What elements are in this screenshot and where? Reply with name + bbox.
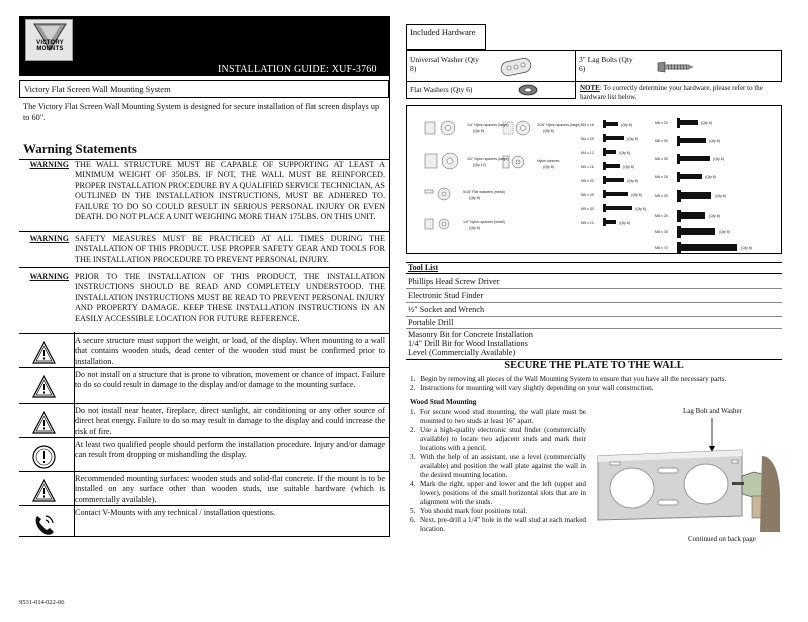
- screw-qty: (Qty 8): [709, 214, 720, 218]
- tool-list-header: [406, 262, 782, 274]
- caution-note-row: [19, 404, 389, 438]
- tool-list-heading: Tool List: [408, 263, 439, 272]
- spacer-qty: (Qty 12): [473, 163, 486, 167]
- wood-step: [410, 426, 586, 453]
- wood-step: [410, 480, 586, 507]
- hardware-parts-diagram: [406, 105, 782, 254]
- screw-size: M5 x 25: [581, 193, 594, 197]
- screw-size: M4 x 16: [581, 123, 594, 127]
- screw-qty: (Qty 8): [635, 207, 646, 211]
- step-text: Mark the right, upper and lower and the left (upper and lower), positions of the small horizontal slots that are in alignment with the studs.: [420, 480, 586, 506]
- screw-qty: (Qty 8): [705, 175, 716, 179]
- victory-mounts-logo: [25, 19, 73, 61]
- wood-step: [410, 408, 586, 426]
- contact-note-text: Contact V-Mounts with any technical / installation questions.: [75, 508, 276, 517]
- universal-washer-icon: [499, 57, 533, 77]
- screw-size: M5 x 30: [581, 207, 594, 211]
- spacer-label: 3/16" Nylon spacers (large): [537, 123, 581, 127]
- tool-item: 1/4" Drill Bit for Wood Installations: [408, 339, 528, 348]
- warning-row: [19, 270, 389, 334]
- tool-item: Portable Drill: [408, 318, 454, 327]
- lag-bolts-label: 3" Lag Bolts (Qty 6): [579, 55, 633, 73]
- lag-bolts-cell: [576, 50, 782, 82]
- screw-qty: (Qty 8): [713, 157, 724, 161]
- tool-item: Masonry Bit for Concrete Installation: [408, 330, 533, 339]
- flat-washer-icon: [517, 84, 539, 96]
- wall-plate-illustration: [592, 416, 782, 532]
- universal-washer-label: Universal Washer (Qty 8): [410, 55, 479, 73]
- warning-statements-heading: Warning Statements: [19, 141, 389, 160]
- guide-title: INSTALLATION GUIDE: XUF-3760: [218, 64, 377, 75]
- spacer-qty: (Qty 8): [543, 129, 554, 133]
- caution-note-text: A secure structure must support the weight, or load, of the display. When mounting to a wall that contains wooden studs, dead center of the wooden stud must be confirmed prior to installation.: [75, 336, 385, 366]
- exclamation-circle-icon: [31, 444, 57, 470]
- step-text: Use a high-quality electronic stud finder (commercially available) to locate two adjacent studs and mark their locations with a pencil.: [420, 426, 586, 452]
- warning-label: WARNING: [29, 234, 69, 243]
- spacer-qty: (Qty 8): [469, 196, 480, 200]
- system-name: Victory Flat Screen Wall Mounting System: [19, 80, 389, 98]
- contact-note-row: [19, 506, 389, 536]
- page-number: 9531-014-022-06: [19, 599, 65, 606]
- screw-size: M5 x 16: [581, 165, 594, 169]
- phone-icon: [31, 512, 57, 538]
- screw-size: M6 x 35: [655, 157, 668, 161]
- flat-washers-cell: [406, 82, 576, 99]
- step-number: 2.: [410, 384, 416, 392]
- warning-label: WARNING: [29, 272, 69, 281]
- spacer-qty: (Qty 8): [469, 226, 480, 230]
- screw-size: M5 x 12: [581, 221, 594, 225]
- step-number: 5.: [410, 507, 416, 515]
- lag-bolt-callout: Lag Bolt and Washer: [683, 407, 742, 415]
- caution-triangle-icon: [31, 340, 57, 366]
- step-number: 2.: [410, 426, 416, 434]
- screw-qty: (Qty 8): [619, 221, 630, 225]
- caution-triangle-icon: [31, 478, 57, 504]
- continued-note: Continued on back page: [688, 535, 756, 543]
- caution-note-text: At least two qualified people should perform the installation procedure. Injury and/or damage can result from dropping or mishandling the display.: [75, 440, 385, 460]
- screw-size: M8 x 25: [655, 214, 668, 218]
- caution-note-row: [19, 438, 389, 472]
- lag-bolt-icon: [656, 59, 696, 75]
- note-label: NOTE: [580, 84, 600, 92]
- hardware-heading: Included Hardware: [410, 27, 476, 37]
- spacer-label: 1/4" Nylon spacers (large): [467, 123, 509, 127]
- caution-note-row: [19, 472, 389, 506]
- warning-row: [19, 158, 389, 232]
- screw-qty: (Qty 8): [623, 165, 634, 169]
- screw-qty: (Qty 8): [627, 179, 638, 183]
- spacer-label: 1/2" Nylon spacers (large): [467, 157, 509, 161]
- caution-triangle-icon: [31, 410, 57, 436]
- secure-plate-heading: SECURE THE PLATE TO THE WALL: [504, 360, 684, 371]
- tool-item: Phillips Head Screw Driver: [408, 277, 500, 286]
- spacer-label: 1/4" Nylon spacers (small): [463, 220, 505, 224]
- screw-size: M8 x 30: [655, 194, 668, 198]
- included-hardware-table: [406, 24, 782, 99]
- hardware-heading-cell: [406, 24, 486, 50]
- screw-qty: (Qty 8): [709, 139, 720, 143]
- screw-size: M6 x 25: [655, 175, 668, 179]
- left-column-bottom-rule: [19, 536, 389, 537]
- step-text: Instructions for mounting will vary slightly depending on your wall construction.: [420, 384, 654, 392]
- screw-size: M4 x 12: [581, 151, 594, 155]
- screw-qty: (Qty 8): [701, 121, 712, 125]
- screw-qty: (Qty 8): [619, 151, 630, 155]
- screw-size: M5 x 20: [581, 179, 594, 183]
- caution-note-text: Do not install on a structure that is prone to vibration, movement or chance of impact. Failure to do so could result in damage to the display and/or damage to the mounting surface.: [75, 370, 385, 390]
- caution-note-row: [19, 334, 389, 368]
- flat-washers-label: Flat Washers (Qty 6): [410, 85, 473, 94]
- universal-washer-cell: [406, 50, 576, 82]
- caution-triangle-icon: [31, 374, 57, 400]
- warning-row: [19, 232, 389, 268]
- instruction-step: [410, 384, 780, 393]
- step-text: Begin by removing all pieces of the Wall Mounting System to ensure that you have all the necessary parts.: [420, 375, 727, 383]
- spacer-label: 5/16" Flat washers (metal): [463, 190, 505, 194]
- step-text: For secure wood stud mounting, the wall plate must be mounted to two studs at least 16" apart.: [420, 408, 586, 425]
- screw-qty: (Qty 8): [741, 246, 752, 250]
- wood-step: [410, 516, 586, 534]
- screw-qty: (Qty 8): [631, 193, 642, 197]
- screw-size: M6 x 30: [655, 139, 668, 143]
- intro-paragraph: The Victory Flat Screen Wall Mounting System is designed for secure installation of flat screen displays up to 60".: [23, 102, 380, 122]
- step-text: Next, pre-drill a 1/4" hole in the wall stud at each marked location.: [420, 516, 586, 533]
- left-column-border: [389, 16, 390, 537]
- step-number: 1.: [410, 375, 416, 383]
- wood-stud-heading: Wood Stud Mounting: [410, 398, 477, 406]
- step-text: You should mark four positions total.: [420, 507, 528, 515]
- step-text: With the help of an assistant, use a level (commercially available) and position the wall plate against the wall in the desired mounting location.: [420, 453, 586, 479]
- caution-note-text: Recommended mounting surfaces: wooden studs and solid-flat concrete. If the mount is to be installed on any surface other than wooden studs, use suitable hardware (which is commercially available).: [75, 474, 385, 504]
- caution-note-text: Do not install near heater, fireplace, direct sunlight, air conditioning or any other source of direct heat energy. Failure to do so may result in damage to the display and could increase the risk of fire.: [75, 406, 385, 436]
- screw-size: M8 x 35: [655, 230, 668, 234]
- screw-size: M4 x 25: [581, 137, 594, 141]
- warning-text: THE WALL STRUCTURE MUST BE CAPABLE OF SUPPORTING AT LEAST A MINIMUM WEIGHT OF 350LBS. IF NOT, THE WALL MUST BE REINFORCED. PROPER INSTALLATION PROCEDURE BY A QUALIFIED SERVICE TECHNICIAN, AS OUTLINED IN THE INSTALLATION INSTRUCTIONS, MUST BE ADHERED TO. FAILURE TO DO SO COULD RESULT IN SERIOUS PERSONAL INJURY OR EVEN DEATH. DO NOT PLACE A UNIT WEIGHING MORE THAN 175LBS. ON THIS UNIT.: [75, 160, 385, 222]
- screw-size: M8 x 70: [655, 246, 668, 250]
- step-number: 1.: [410, 408, 416, 416]
- screw-qty: (Qty 8): [715, 194, 726, 198]
- spacer-label: Nylon sleeves: [537, 159, 560, 163]
- tool-item: Electronic Stud Finder: [408, 291, 484, 300]
- hardware-note: NOTE: To correctly determine your hardware, please refer to the hardware list below.: [580, 84, 763, 101]
- screw-qty: (Qty 8): [627, 137, 638, 141]
- tool-item: Level (Commercially Available): [408, 348, 516, 357]
- warning-label: WARNING: [29, 160, 69, 169]
- warning-text: SAFETY MEASURES MUST BE PRACTICED AT ALL TIMES DURING THE INSTALLATION OF THIS PRODUCT. USE PROPER SAFETY GEAR AND TOOLS FOR THE INSTALLATION PROCEDURE TO PREVENT PERSONAL INJURY.: [75, 234, 385, 264]
- step-number: 6.: [410, 516, 416, 524]
- screw-qty: (Qty 8): [621, 123, 632, 127]
- wood-step: [410, 453, 586, 480]
- logo-text: VICTORY MOUNTS: [36, 40, 64, 52]
- tool-item: ½" Socket and Wrench: [408, 305, 485, 314]
- step-number: 3.: [410, 453, 416, 461]
- caution-note-row: [19, 368, 389, 404]
- screw-qty: (Qty 8): [719, 230, 730, 234]
- step-number: 4.: [410, 480, 416, 488]
- spacer-qty: (Qty 8): [473, 129, 484, 133]
- warning-text: PRIOR TO THE INSTALLATION OF THIS PRODUCT, THE INSTALLATION INSTRUCTIONS SHOULD BE READ AND COMPLETELY UNDERSTOOD. THE INSTALLATION INSTRUCTIONS MUST BE READ TO PREVENT PERSONAL INJURY AND PROPERTY DAMAGE. KEEP THESE INSTALLATION INSTRUCTIONS IN AN EASILY ACCESSIBLE LOCATION FOR FUTURE REFERENCE.: [75, 272, 385, 323]
- note-text: To correctly determine your hardware, please refer to the hardware list below.: [580, 84, 763, 101]
- instruction-step: [410, 375, 780, 384]
- spacer-qty: (Qty 8): [543, 165, 554, 169]
- wood-step: [410, 507, 586, 516]
- screw-size: M6 x 20: [655, 121, 668, 125]
